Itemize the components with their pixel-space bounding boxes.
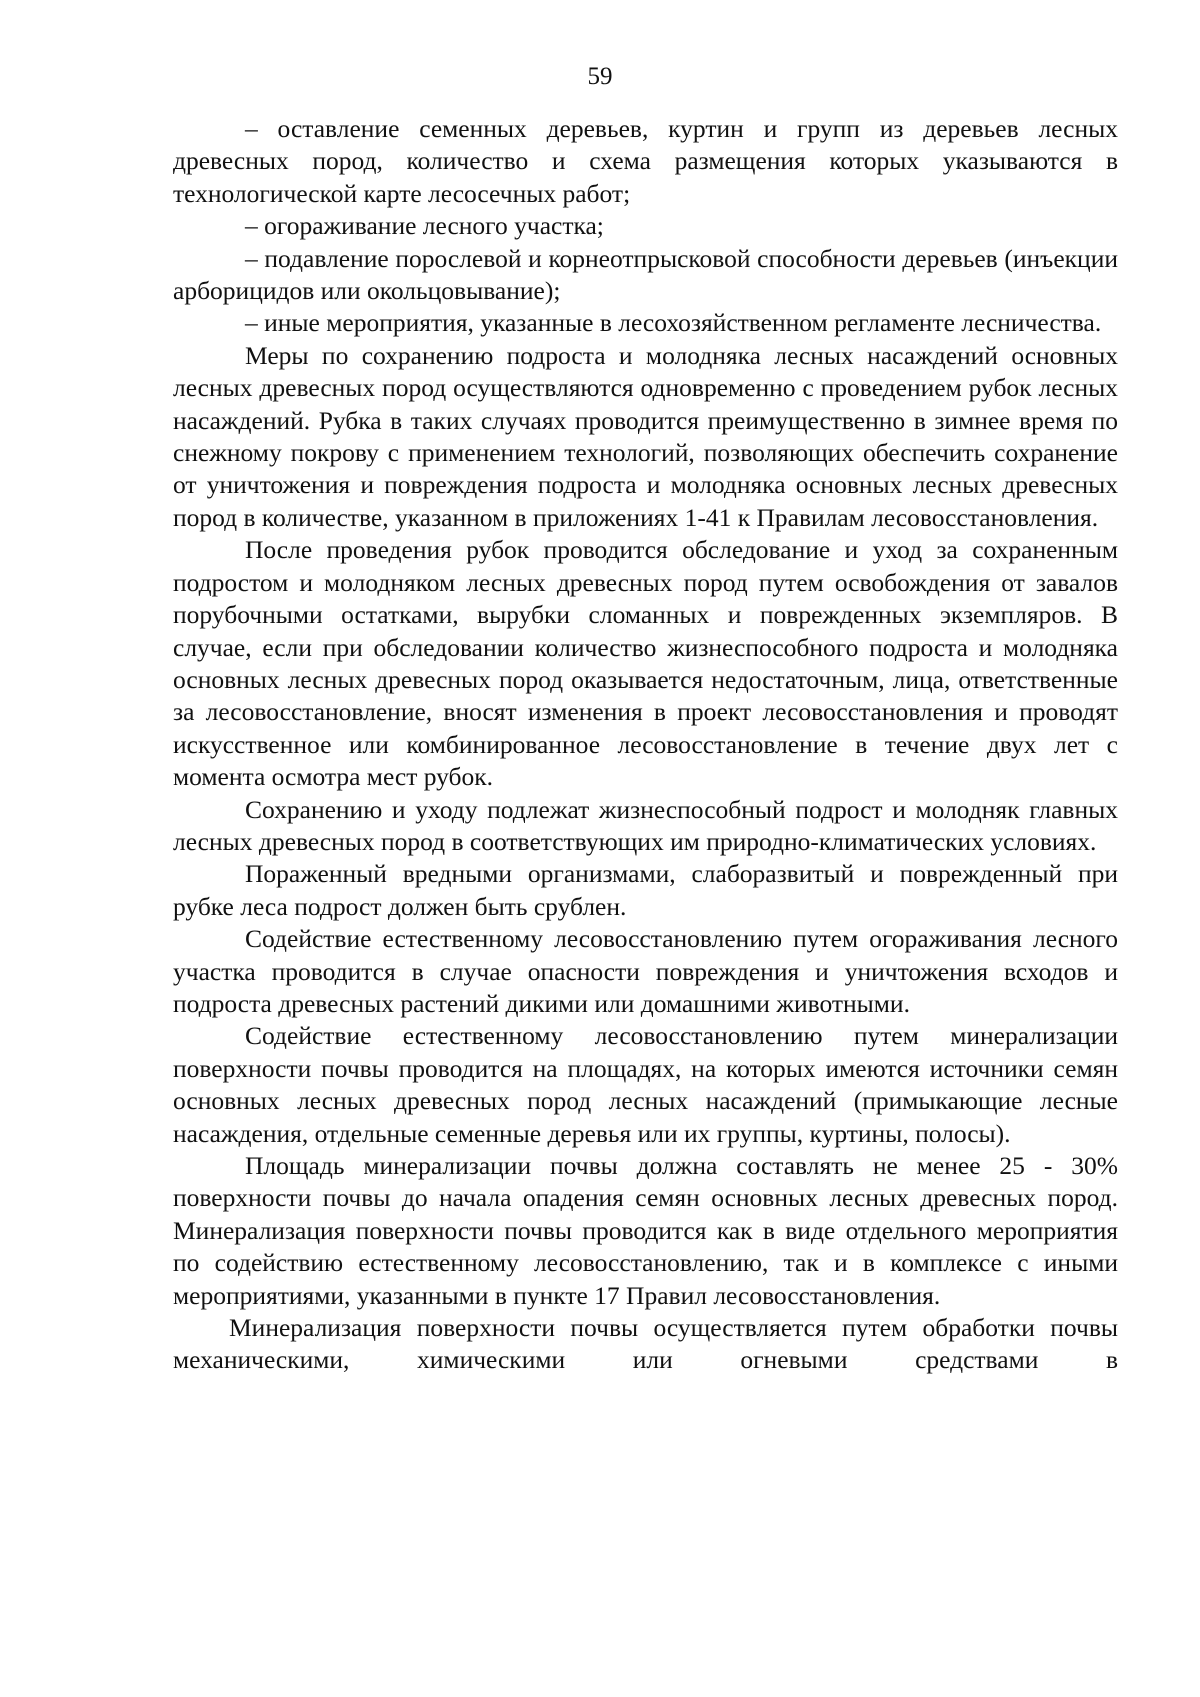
paragraph: После проведения рубок проводится обследование и уход за сохраненным подростом и молодняком лесных древесных пород путем освобождения от завалов порубочными остатками, вырубки сломанных и поврежденных экземпляров. В случае, если при обследовании количество жизнеспособного подроста и молодняка основных лесных древесных пород оказывается недостаточным, лица, ответственные за лесовосстановление, вносят изменения в проект лесовосстановления и проводят искусственное или комбинированное лесовосстановление в течение двух лет с момента осмотра мест рубок.	[173, 535, 1118, 792]
paragraph: – огораживание лесного участка;	[245, 211, 604, 241]
page-number: 59	[587, 63, 613, 90]
body-text	[173, 113, 1118, 1377]
paragraph: Пораженный вредными организмами, слаборазвитый и поврежденный при рубке леса подрост должен быть срублен.	[173, 859, 1118, 921]
paragraph: Сохранению и уходу подлежат жизнеспособный подрост и молодняк главных лесных древесных пород в соответствующих им природно-климатических условиях.	[173, 794, 1118, 856]
paragraph: – иные мероприятия, указанные в лесохозяйственном регламенте лесничества.	[245, 308, 1102, 338]
paragraph-continued: Минерализация поверхности почвы осуществляется путем обработки почвы механическими, химическими или огневыми средствами в	[173, 1313, 1118, 1375]
paragraph: – оставление семенных деревьев, куртин и групп из деревьев лесных древесных пород, количество и схема размещения которых указываются в технологической карте лесосечных работ;	[173, 114, 1118, 208]
paragraph: Содействие естественному лесовосстановлению путем минерализации поверхности почвы проводится на площадях, на которых имеются источники семян основных лесных древесных пород лесных насаждений (примыкающие лесные насаждения, отдельные семенные деревья или их группы, куртины, полосы).	[173, 1021, 1118, 1148]
paragraph: – подавление порослевой и корнеотпрысковой способности деревьев (инъекции арборицидов или окольцовывание);	[173, 243, 1118, 306]
paragraph: Содействие естественному лесовосстановлению путем огораживания лесного участка проводится в случае опасности повреждения и уничтожения всходов и подроста древесных растений дикими или домашними животными.	[173, 924, 1118, 1018]
paragraph: Меры по сохранению подроста и молодняка лесных насаждений основных лесных древесных пород осуществляются одновременно с проведением рубок лесных насаждений. Рубка в таких случаях проводится преимущественно в зимнее время по снежному покрову с применением технологий, позволяющих обеспечить сохранение от уничтожения и повреждения подроста и молодняка основных лесных древесных пород в количестве, указанном в приложениях 1-41 к Правилам лесовосстановления.	[173, 340, 1118, 532]
paragraph: Площадь минерализации почвы должна составлять не менее 25 - 30% поверхности почвы до начала опадения семян основных лесных древесных пород. Минерализация поверхности почвы проводится как в виде отдельного мероприятия по содействию естественному лесовосстановлению, так и в комплексе с иными мероприятиями, указанными в пункте 17 Правил лесовосстановления.	[173, 1151, 1118, 1310]
